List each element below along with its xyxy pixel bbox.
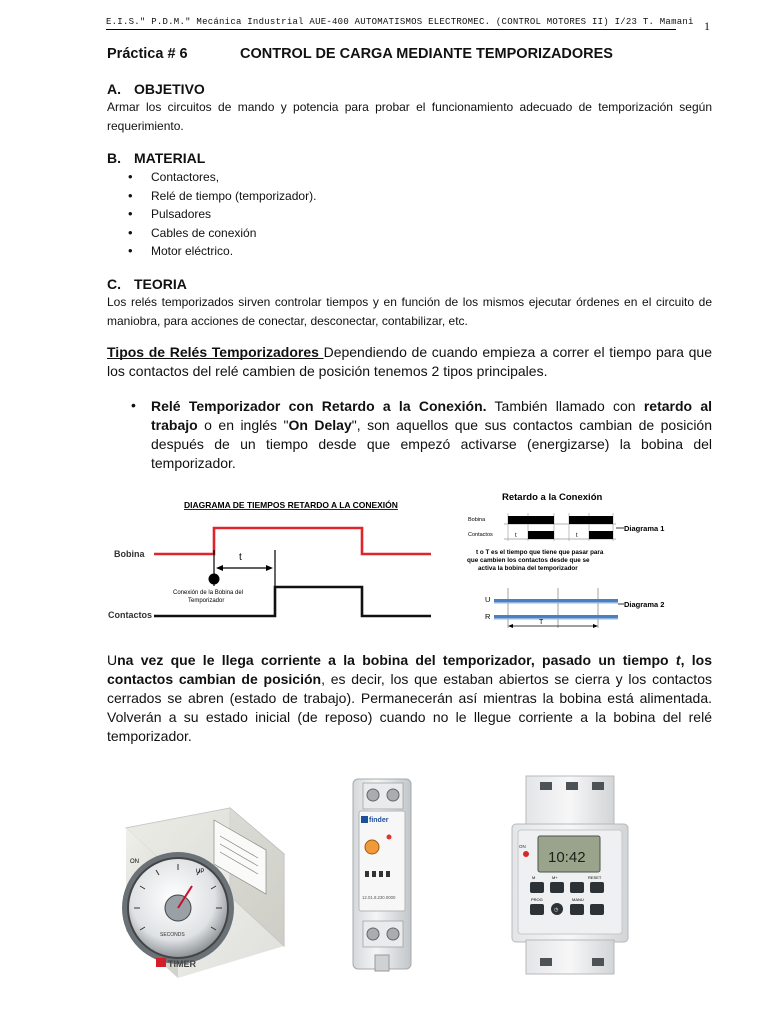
tipos-paragraph — [107, 343, 712, 381]
relay-dial — [365, 840, 379, 854]
on-delay-text: o en inglés " — [197, 417, 289, 433]
section-b-letter: B. — [107, 150, 121, 166]
button — [570, 904, 584, 915]
list-item: • Contactores, — [126, 168, 316, 187]
screw-icon — [367, 789, 379, 801]
connection-note-line2: Temporizador — [188, 598, 225, 604]
lcd-time: 10:42 — [548, 849, 586, 866]
bobina-label: Bobina — [114, 549, 145, 559]
diagram2-note — [467, 549, 604, 572]
digital-timer-photo — [508, 772, 631, 978]
brand-logo-icon — [361, 816, 368, 823]
t-label: t — [576, 533, 578, 539]
screw-icon — [387, 789, 399, 801]
section-a-title: OBJETIVO — [134, 81, 205, 97]
tipos-heading: Tipos de Relés Temporizadores — [107, 344, 324, 360]
r-signal-shadow — [494, 618, 618, 620]
t-label: t — [515, 533, 517, 539]
explanation-text: , es decir, los que estaban abiertos se cierra y los contactos cerrados se abren (estado de trabajo). Permanecerán así mientras la bobina está alimentada. Volverán a su estado inicial (de reposo) cuando no le llegue corriente a la bobina del relé temporizador. — [107, 671, 712, 744]
terminal-slot — [566, 782, 578, 790]
section-a-letter: A. — [107, 81, 121, 97]
diagram-title: DIAGRAMA DE TIEMPOS RETARDO A LA CONEXIÓN — [184, 500, 398, 510]
button — [530, 882, 544, 893]
diagrama2-label: Diagrama 2 — [624, 600, 665, 609]
contactos-pulse — [589, 531, 613, 539]
u-label: U — [485, 595, 491, 604]
diagram2-note-line1: t o T es el tiempo que tiene que pasar para — [476, 549, 604, 556]
up-label: UP — [196, 869, 205, 875]
on-delay-text: También llamado con — [486, 398, 644, 414]
diagram2-contactos-label: Contactos — [468, 532, 493, 538]
terminal-slot — [592, 958, 604, 966]
btn-label: MANU — [572, 897, 584, 902]
btn-label: ◷ — [554, 907, 559, 913]
list-item: • Relé de tiempo (temporizador). — [126, 187, 316, 206]
bobina-pulse — [508, 516, 554, 524]
timing-diagram-retardo — [106, 492, 436, 626]
bullet-marker: • — [131, 397, 136, 413]
section-c-title: TEORIA — [134, 276, 187, 292]
btn-label: PROG — [531, 897, 543, 902]
explanation-t: t — [675, 652, 681, 668]
on-delay-heading: Relé Temporizador con Retardo a la Conexión. — [151, 398, 487, 414]
button — [570, 882, 584, 893]
diagram2-title: Retardo a la Conexión — [502, 492, 603, 503]
section-a-heading — [107, 81, 205, 97]
connection-note-line1: Conexión de la Bobina del — [173, 590, 244, 596]
section-a-body: Armar los circuitos de mando y potencia para probar el funcionamiento adecuado de temporización según requerimiento. — [107, 100, 712, 133]
din-clip — [375, 955, 389, 971]
diagram2-grid — [508, 588, 598, 628]
bobina-pulse — [569, 516, 613, 524]
connection-dot — [209, 574, 220, 585]
diagram2-bobina-label: Bobina — [468, 517, 486, 523]
section-b-title: MATERIAL — [134, 150, 206, 166]
screw-icon — [387, 928, 399, 940]
on-delay-paragraph — [151, 397, 712, 473]
arrow-left-icon — [216, 565, 223, 571]
retardo-conexion-diagram — [458, 488, 723, 628]
relay-model: 12.01.8.230.0000 — [362, 895, 396, 900]
running-header: E.I.S." P.D.M." Mecánica Industrial AUE-400 AUTOMATISMOS ELECTROMEC. (CONTROL MOTORES II) I/23 T. Mamani — [106, 17, 676, 30]
r-label: R — [485, 612, 491, 621]
contactos-label: Contactos — [108, 610, 153, 620]
arrow-left-icon — [508, 624, 513, 628]
T-label: T — [539, 619, 544, 626]
btn-label: M+ — [552, 875, 558, 880]
button — [590, 882, 604, 893]
brand-logo-icon — [156, 958, 166, 967]
diagrama1-label: Diagrama 1 — [624, 524, 665, 533]
list-item: • Pulsadores — [126, 205, 316, 224]
terminal-slot — [540, 958, 552, 966]
explanation-paragraph — [107, 651, 712, 746]
list-item: • Motor eléctrico. — [126, 242, 316, 261]
section-c-heading — [107, 276, 187, 292]
seconds-label: SECONDS — [160, 932, 185, 938]
btn-label: RESET — [588, 875, 602, 880]
section-c-letter: C. — [107, 276, 121, 292]
contactos-pulse — [528, 531, 554, 539]
button — [590, 904, 604, 915]
on-indicator-label: ON — [519, 844, 526, 849]
connection-note — [173, 590, 243, 604]
timer-bottom-housing — [526, 940, 614, 974]
list-item: • Cables de conexión — [126, 224, 316, 243]
drop-letter: U — [107, 652, 118, 668]
material-list — [126, 168, 316, 261]
section-c-body: Los relés temporizados sirven controlar tiempos y en función de los mismos ejecutar órdenes en el circuito de maniobra, para acciones de conectar, desconectar, contabilizar, etc. — [107, 295, 712, 328]
diagram2-note-line3: activa la bobina del temporizador — [478, 565, 578, 572]
relay-brand: finder — [369, 817, 389, 824]
terminal-slot — [540, 782, 552, 790]
screw-icon — [367, 928, 379, 940]
on-delay-english-term: On Delay — [288, 417, 352, 433]
u-signal-shadow — [494, 602, 618, 604]
r-signal — [494, 615, 618, 618]
on-delay-text: ", son aquellos que sus contactos cambian de posición después de un tiempo desde que empezó activarse (energizarse) la bobina del temporizador. — [151, 417, 712, 471]
btn-label: M — [532, 875, 536, 880]
button — [530, 904, 544, 915]
din-relay-photo — [345, 775, 420, 975]
arrow-right-icon — [266, 565, 273, 571]
relay-led-icon — [387, 835, 392, 840]
u-signal — [494, 599, 618, 602]
on-delay-term: retardo al trabajo — [151, 398, 712, 433]
page-title: CONTROL DE CARGA MEDIANTE TEMPORIZADORES — [240, 46, 613, 62]
section-b-heading — [107, 150, 205, 166]
page-number: 1 — [704, 19, 710, 33]
bobina-signal — [154, 528, 431, 554]
terminal-slot — [592, 782, 604, 790]
practice-number: Práctica # 6 — [107, 46, 188, 62]
diagram2-note-line2: que cambien los contactos desde que se — [467, 557, 590, 564]
analog-timer-photo — [118, 806, 286, 981]
tipos-text: Dependiendo de cuando empieza a correr el tiempo para que los contactos del relé cambien de posición tenemos 2 tipos principales. — [107, 344, 712, 379]
explanation-bold: , los contactos cambian de posición — [107, 652, 712, 687]
on-label: ON — [130, 859, 139, 865]
button — [550, 882, 564, 893]
timer-brand: TIMER — [168, 959, 196, 969]
power-led-icon — [523, 851, 529, 857]
t-label: t — [239, 552, 242, 563]
arrow-right-icon — [593, 624, 598, 628]
explanation-bold: na vez que le llega corriente a la bobina del temporizador, pasado un tiempo — [117, 652, 676, 668]
